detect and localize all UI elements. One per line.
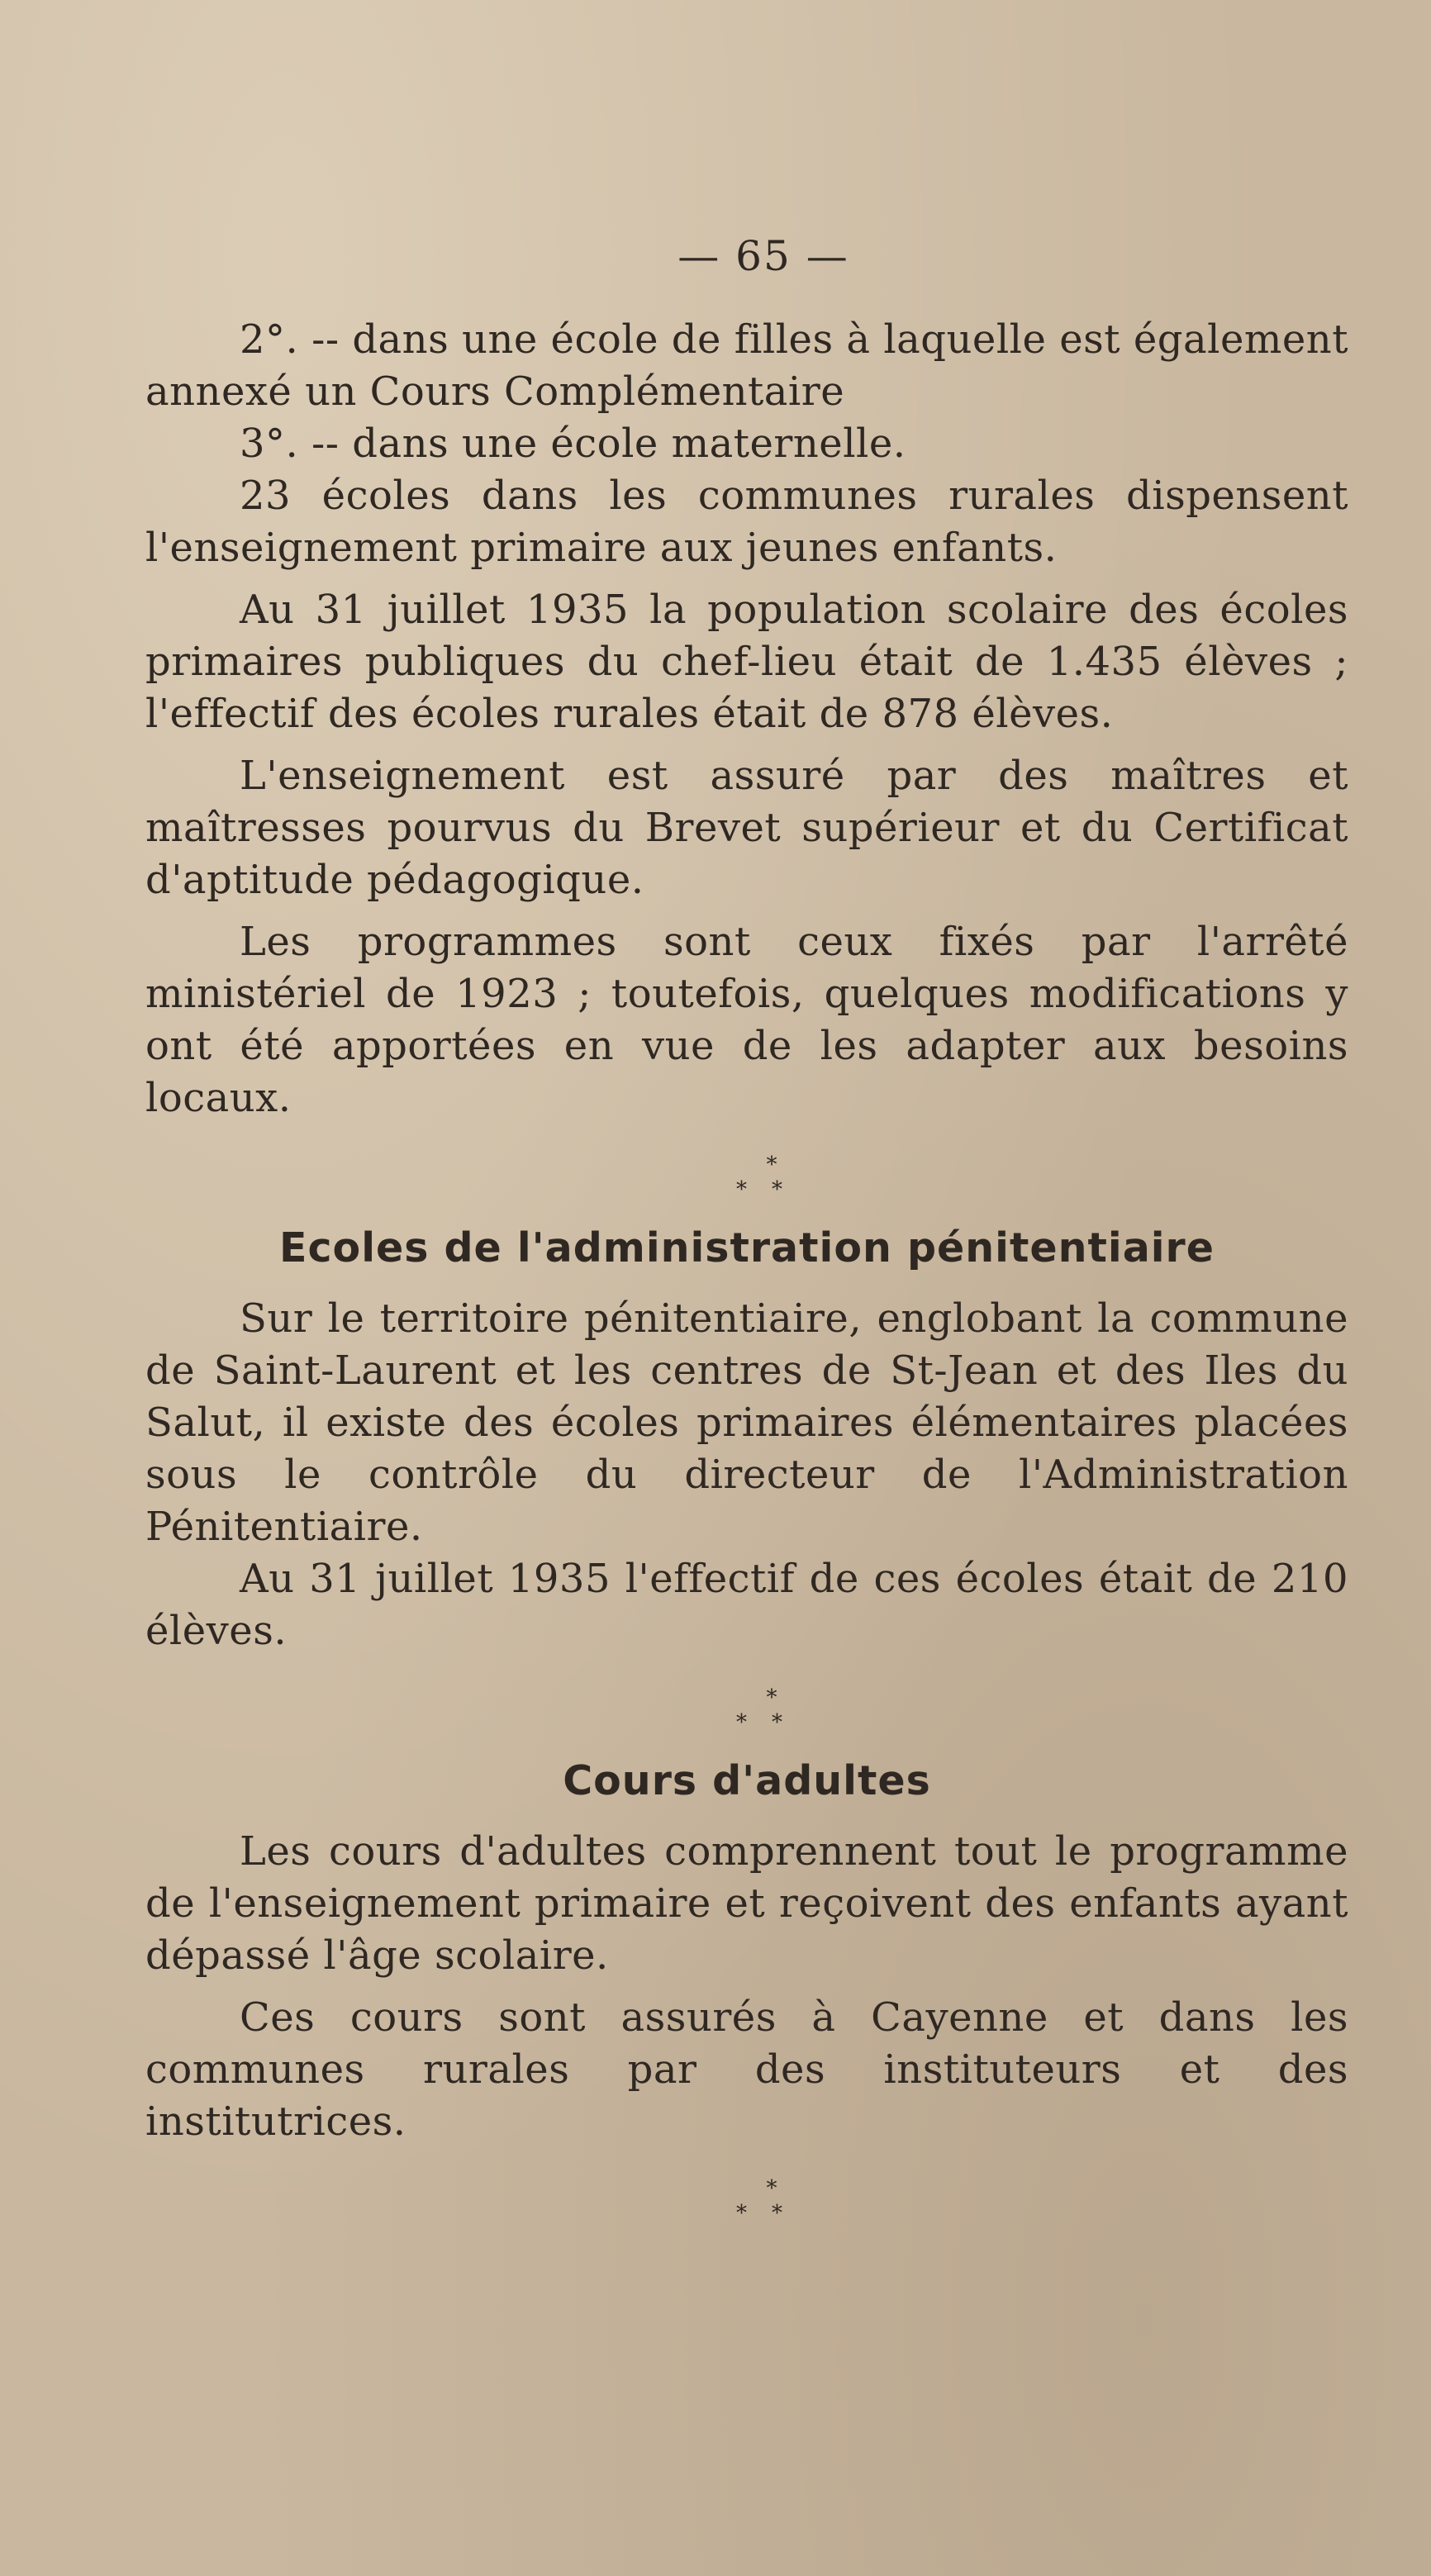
section-penitentiary-schools (145, 1224, 1348, 1657)
section-separator-asterism (145, 1685, 1348, 1735)
paragraph-rural-schools: 23 écoles dans les communes rurales dispensent l'enseignement primaire aux jeunes enfants. (145, 473, 1348, 571)
heading-penitentiary-schools: Ecoles de l'administration pénitentiaire (279, 1224, 1215, 1271)
paragraph-school-population: Au 31 juillet 1935 la population scolaire des écoles primaires publiques du chef-lieu était de 1.435 élèves ; l'effectif des écoles rurales était de 878 élèves. (145, 587, 1348, 737)
section-separator-asterism (145, 2176, 1348, 2226)
section-separator-asterism (145, 1153, 1348, 1202)
section-adult-courses (145, 1756, 1348, 2148)
paragraph-penitentiary-territory: Sur le territoire pénitentiaire, englobant la commune de Saint-Laurent et les centres de St-Jean et des Iles du Salut, il existe des écoles primaires élémentaires placées sous le contrôle du directeur de l'Administration Pénitentiaire. (145, 1295, 1348, 1550)
asterism-bottom: ** (736, 2201, 807, 2226)
paragraph-adult-courses-locations: Ces cours sont assurés à Cayenne et dans les communes rurales par des instituteurs et des institutrices. (145, 1994, 1348, 2145)
section-primary-schools (145, 314, 1348, 1124)
paragraph-nursery-school: 3°. -- dans une école maternelle. (240, 421, 906, 467)
asterism-top: * (766, 1153, 777, 1177)
asterism-top: * (766, 1685, 777, 1710)
paragraph-teachers: L'enseignement est assuré par des maîtres et maîtresses pourvus du Brevet supérieur et du Certificat d'aptitude pédagogique. (145, 753, 1348, 903)
paragraph-penitentiary-enrollment: Au 31 juillet 1935 l'effectif de ces écoles était de 210 élèves. (145, 1556, 1348, 1654)
asterism-bottom: ** (736, 1177, 807, 1202)
paragraph-programs: Les programmes sont ceux fixés par l'arrêté ministériel de 1923 ; toutefois, quelques modifications y ont été apportées en vue de les adapter aux besoins locaux. (145, 919, 1348, 1121)
page-number: — 65 — (677, 232, 849, 280)
paragraph-adult-courses-program: Les cours d'adultes comprennent tout le programme de l'enseignement primaire et reçoivent des enfants ayant dépassé l'âge scolaire. (145, 1828, 1348, 1979)
asterism-top: * (766, 2176, 777, 2201)
asterism-bottom: ** (736, 1710, 807, 1735)
heading-adult-courses: Cours d'adultes (563, 1757, 931, 1804)
paragraph-girls-school: 2°. -- dans une école de filles à laquelle est également annexé un Cours Complémentaire (145, 316, 1348, 415)
